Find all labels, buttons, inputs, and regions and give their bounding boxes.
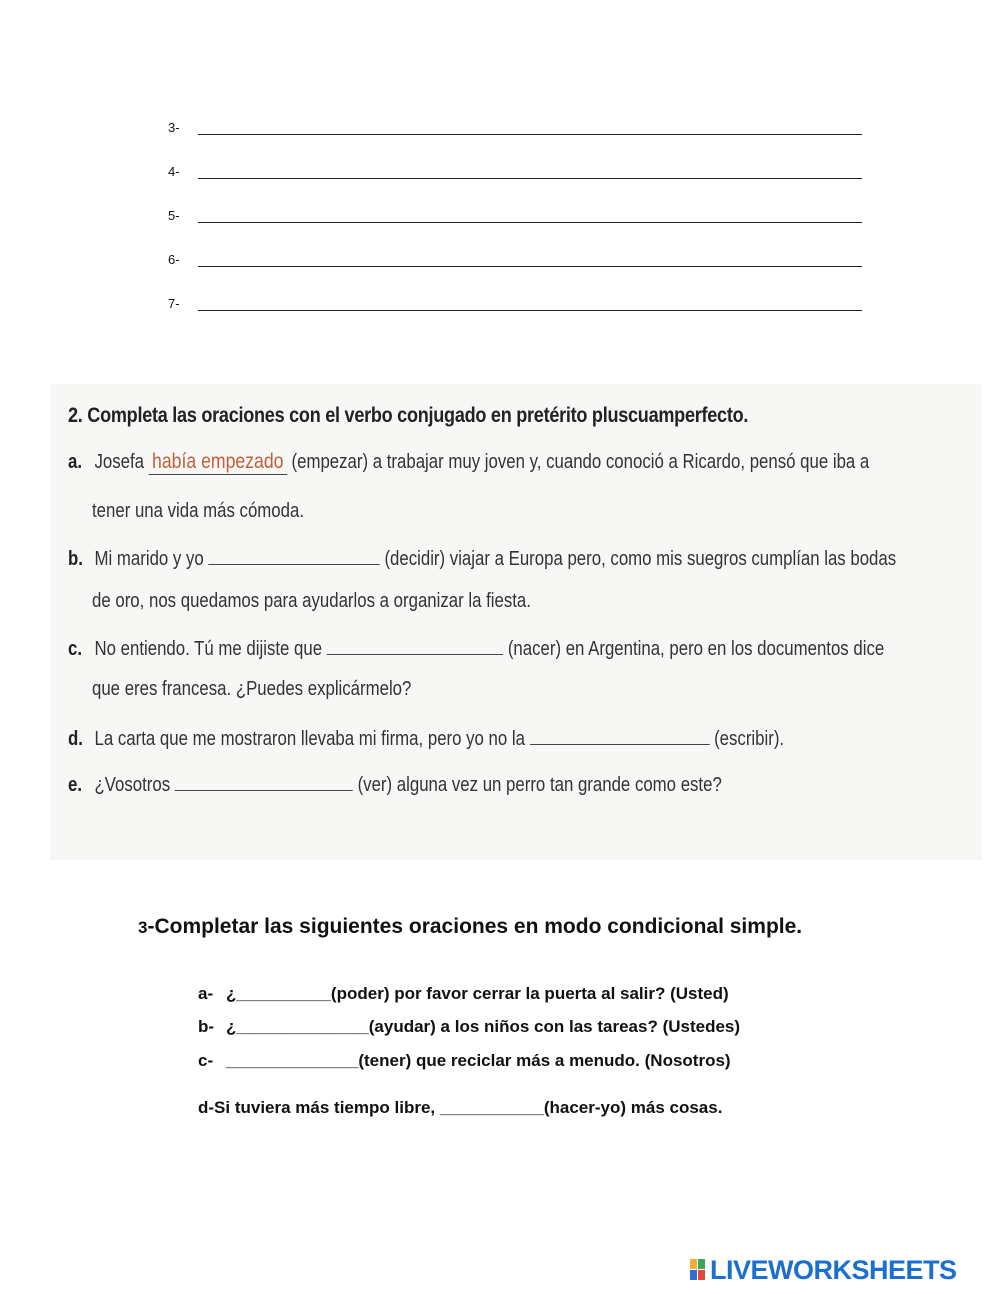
item-text-before: No entiendo. Tú me dijiste que <box>94 638 323 660</box>
item-label: b- <box>198 1017 215 1036</box>
line-number: 7- <box>168 296 180 311</box>
liveworksheets-logo <box>690 1252 957 1288</box>
answer-blank[interactable] <box>327 634 503 655</box>
answer-blank[interactable] <box>198 310 862 311</box>
answer-blank[interactable] <box>198 134 862 135</box>
item-b-continuation: de oro, nos quedamos para ayudarlos a organizar la fiesta. <box>92 590 531 612</box>
exercise-3-heading: -Completar las siguientes oraciones en modo condicional simple. <box>147 915 803 938</box>
exercise-3-item-c[interactable] <box>198 1051 731 1071</box>
item-text-before: Mi marido y yo <box>94 548 204 570</box>
exercise-item-c <box>68 634 884 661</box>
item-text-after: (decidir) viajar a Europa pero, como mis suegros cumplían las bodas <box>384 548 897 570</box>
exercise-3-item-a[interactable] <box>198 984 729 1004</box>
item-label: a- <box>198 984 214 1003</box>
exercise-item-a <box>68 450 869 475</box>
item-text-after: (nacer) en Argentina, pero en los documentos dice <box>507 638 885 660</box>
item-text: d-Si tuviera más tiempo libre, ___________(hacer-yo) más cosas. <box>198 1098 723 1117</box>
answer-line-6[interactable] <box>168 252 862 272</box>
exercise-3-item-b[interactable] <box>198 1017 740 1037</box>
item-text-before: ¿Vosotros <box>94 774 171 796</box>
item-text-after: (escribir). <box>714 728 785 750</box>
exercise-item-b <box>68 544 896 571</box>
line-number: 3- <box>168 120 180 135</box>
exercise-item-e <box>68 770 722 797</box>
answer-line-3[interactable] <box>168 120 862 140</box>
item-text: ¿__________(poder) por favor cerrar la puerta al salir? (Usted) <box>226 984 729 1003</box>
exercise-3-number: 3 <box>138 918 148 937</box>
item-text: ¿______________(ayudar) a los niños con las tareas? (Ustedes) <box>226 1017 741 1036</box>
liveworksheets-logo-icon <box>690 1259 706 1281</box>
item-text: ______________(tener) que reciclar más a menudo. (Nosotros) <box>226 1051 731 1070</box>
answer-blank[interactable] <box>198 178 862 179</box>
item-letter: c. <box>68 638 83 660</box>
answer-line-5[interactable] <box>168 208 862 228</box>
answer-blank[interactable] <box>198 222 862 223</box>
logo-text: LIVEWORKSHEETS <box>710 1254 957 1285</box>
line-number: 6- <box>168 252 180 267</box>
answer-blank[interactable] <box>198 266 862 267</box>
item-letter: a. <box>68 451 83 473</box>
line-number: 4- <box>168 164 180 179</box>
answer-blank[interactable] <box>208 544 379 565</box>
filled-answer[interactable]: había empezado <box>149 450 287 475</box>
item-letter: b. <box>68 548 83 570</box>
item-a-continuation: tener una vida más cómoda. <box>92 500 304 522</box>
item-text-after: (empezar) a trabajar muy joven y, cuando conoció a Ricardo, pensó que iba a <box>291 451 870 473</box>
item-letter: e. <box>68 774 83 796</box>
item-letter: d. <box>68 728 83 750</box>
exercise-3-title <box>138 912 838 942</box>
item-c-continuation: que eres francesa. ¿Puedes explicármelo? <box>92 678 412 700</box>
item-text-before: Josefa <box>94 451 145 473</box>
answer-line-4[interactable] <box>168 164 862 184</box>
item-text-after: (ver) alguna vez un perro tan grande como este? <box>357 774 722 796</box>
answer-blank[interactable] <box>175 770 353 791</box>
scanned-exercise <box>50 384 982 860</box>
line-number: 5- <box>168 208 180 223</box>
exercise-item-d <box>68 724 784 751</box>
answer-blank[interactable] <box>530 724 710 745</box>
item-label: c- <box>198 1051 214 1070</box>
exercise-2-title: 2. Completa las oraciones con el verbo conjugado en pretérito pluscuamperfecto. <box>68 404 749 427</box>
item-text-before: La carta que me mostraron llevaba mi firma, pero yo no la <box>94 728 525 750</box>
exercise-3-item-d[interactable] <box>198 1098 722 1118</box>
answer-line-7[interactable] <box>168 296 862 316</box>
